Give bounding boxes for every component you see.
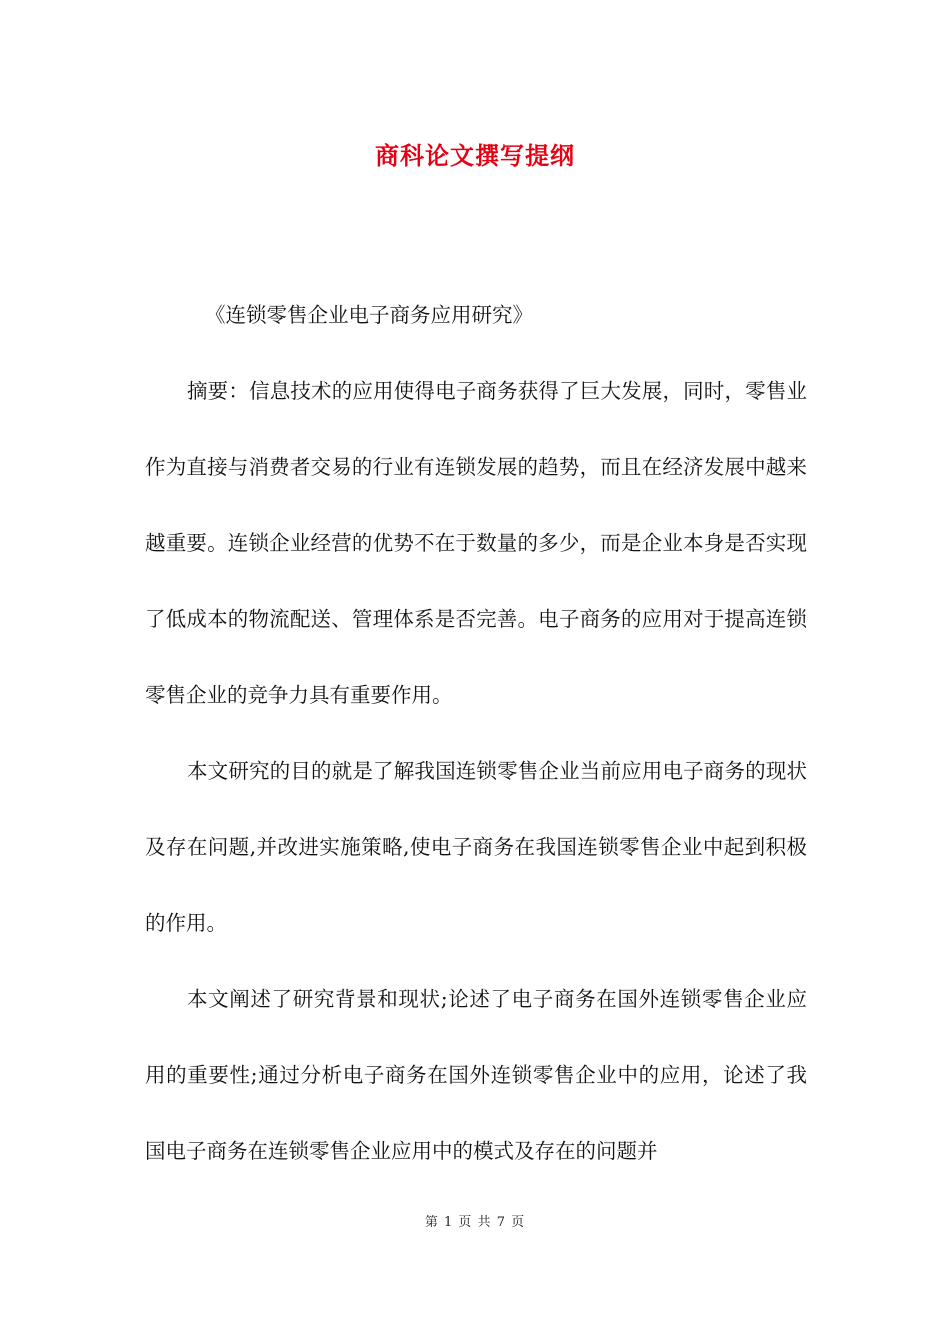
paper-subtitle: 《连锁零售企业电子商务应用研究》 — [205, 303, 533, 327]
document-body — [145, 277, 807, 1189]
document-title: 商科论文撰写提纲 — [375, 141, 575, 170]
paragraph-purpose: 本文研究的目的就是了解我国连锁零售企业当前应用电子商务的现状及存在问题,并改进实施策略,使电子商务在我国连锁零售企业中起到积极的作用。 — [145, 759, 807, 935]
paragraph-outline: 本文阐述了研究背景和现状;论述了电子商务在国外连锁零售企业应用的重要性;通过分析电子商务在国外连锁零售企业中的应用，论述了我国电子商务在连锁零售企业应用中的模式及存在的问题并 — [145, 987, 807, 1163]
paragraph-abstract: 摘要：信息技术的应用使得电子商务获得了巨大发展，同时，零售业作为直接与消费者交易的行业有连锁发展的趋势，而且在经济发展中越来越重要。连锁企业经营的优势不在于数量的多少，而是企业本身是否实现了低成本的物流配送、管理体系是否完善。电子商务的应用对于提高连锁零售企业的竞争力具有重要作用。 — [145, 379, 807, 707]
page-footer: 第 1 页 共 7 页 — [424, 1215, 526, 1230]
